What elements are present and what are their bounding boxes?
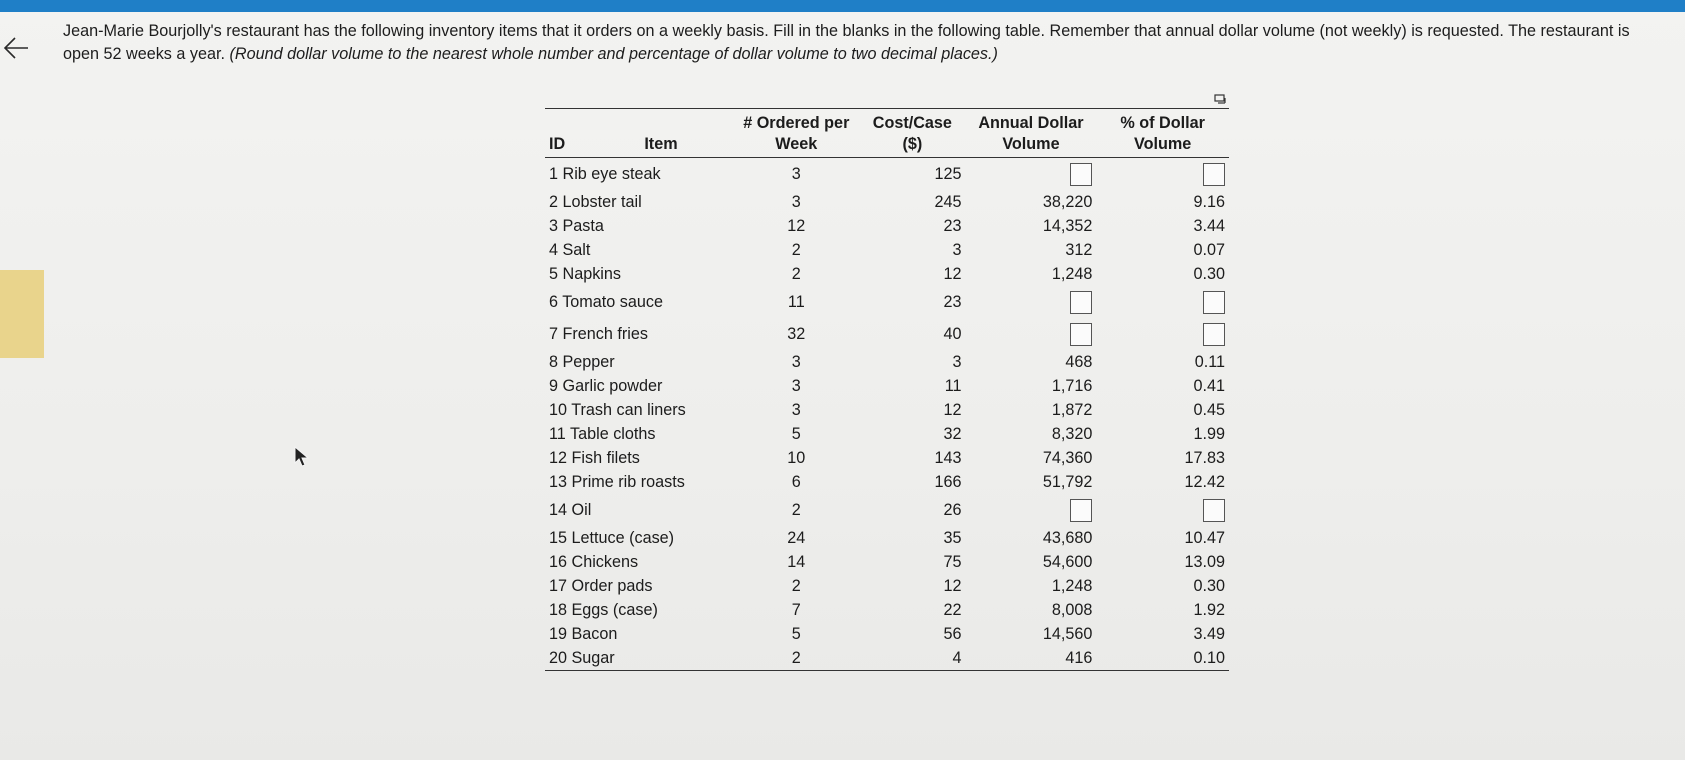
row-pct: 0.41 [1193, 377, 1225, 395]
row-cost: 4 [952, 649, 962, 667]
row-cost: 56 [943, 625, 962, 643]
row-pct: 0.45 [1193, 401, 1225, 419]
row-pct: 0.10 [1193, 649, 1225, 667]
annual-volume-input[interactable] [1070, 291, 1092, 314]
row-volume: 54,600 [1042, 553, 1093, 571]
annual-volume-input[interactable] [1070, 499, 1092, 522]
row-ordered: 32 [787, 325, 806, 343]
row-cost: 125 [934, 165, 962, 183]
header-cost-line2: ($) [902, 135, 923, 153]
row-item-label: 6 Tomato sauce [549, 293, 663, 311]
table-row [545, 646, 1229, 671]
row-item-label: 8 Pepper [549, 353, 615, 371]
row-item-label: 2 Lobster tail [549, 193, 642, 211]
header-ordered-line1: # Ordered per [743, 114, 850, 132]
row-cost: 143 [934, 449, 962, 467]
row-ordered: 2 [791, 501, 801, 519]
row-volume: 416 [1065, 649, 1093, 667]
row-cost: 32 [943, 425, 962, 443]
table-row [545, 422, 1229, 446]
table-row [545, 598, 1229, 622]
table-row [545, 318, 1229, 350]
table-row [545, 350, 1229, 374]
table-row [545, 574, 1229, 598]
row-ordered: 7 [791, 601, 801, 619]
row-cost: 12 [943, 265, 962, 283]
row-ordered: 5 [791, 625, 801, 643]
row-item-label: 11 Table cloths [549, 425, 656, 443]
row-item-label: 1 Rib eye steak [549, 165, 661, 183]
row-pct: 0.30 [1193, 265, 1225, 283]
header-item: Item [588, 109, 733, 158]
row-item-label: 5 Napkins [549, 265, 621, 283]
row-ordered: 2 [791, 649, 801, 667]
table-row [545, 374, 1229, 398]
row-volume-cell [966, 286, 1097, 318]
row-item-label: 4 Salt [549, 241, 591, 259]
annual-volume-input[interactable] [1070, 163, 1092, 186]
header-pct-line1: % of Dollar [1120, 114, 1205, 132]
row-cost: 23 [943, 217, 962, 235]
row-volume: 38,220 [1042, 193, 1093, 211]
row-item-label: 7 French fries [549, 325, 648, 343]
row-pct: 0.07 [1193, 241, 1225, 259]
table-row [545, 158, 1229, 191]
row-ordered: 2 [791, 241, 801, 259]
row-ordered: 3 [791, 193, 801, 211]
row-item-label: 9 Garlic powder [549, 377, 663, 395]
row-item-label: 20 Sugar [549, 649, 615, 667]
row-ordered: 3 [791, 165, 801, 183]
row-pct: 17.83 [1184, 449, 1225, 467]
table-row [545, 238, 1229, 262]
row-ordered: 3 [791, 377, 801, 395]
row-pct-cell [1096, 494, 1229, 526]
pct-volume-input[interactable] [1203, 291, 1225, 314]
header-ordered [733, 109, 859, 158]
row-pct: 3.49 [1193, 625, 1225, 643]
row-ordered: 2 [791, 577, 801, 595]
row-ordered: 11 [787, 293, 805, 311]
row-ordered: 12 [787, 217, 806, 235]
header-volume-line2: Volume [1002, 135, 1060, 153]
table-row [545, 526, 1229, 550]
mouse-pointer-icon [294, 446, 310, 468]
row-ordered: 6 [791, 473, 801, 491]
top-bar [0, 0, 1685, 12]
inventory-table [545, 108, 1229, 671]
row-cost: 26 [943, 501, 962, 519]
table-row [545, 550, 1229, 574]
row-pct-cell [1096, 286, 1229, 318]
expand-icon[interactable] [1214, 91, 1226, 101]
table-row [545, 470, 1229, 494]
table-row [545, 286, 1229, 318]
table-row [545, 214, 1229, 238]
row-cost: 12 [943, 577, 962, 595]
header-pct [1096, 109, 1229, 158]
table-row [545, 446, 1229, 470]
table-row [545, 622, 1229, 646]
row-ordered: 10 [787, 449, 806, 467]
row-ordered: 14 [787, 553, 806, 571]
row-item-label: 19 Bacon [549, 625, 618, 643]
row-pct: 13.09 [1184, 553, 1225, 571]
row-item-label: 17 Order pads [549, 577, 653, 595]
row-ordered: 3 [791, 401, 801, 419]
row-pct-cell [1096, 318, 1229, 350]
row-item-label: 14 Oil [549, 501, 592, 519]
annual-volume-input[interactable] [1070, 323, 1092, 346]
row-pct: 0.30 [1193, 577, 1225, 595]
side-highlight-tab [0, 270, 44, 358]
row-item-label: 3 Pasta [549, 217, 604, 235]
header-ordered-line2: Week [775, 135, 818, 153]
question-rounding-note: (Round dollar volume to the nearest whole number and percentage of dollar volume to two decimal places.) [229, 45, 998, 63]
row-cost: 75 [943, 553, 962, 571]
row-item-label: 13 Prime rib roasts [549, 473, 685, 491]
row-cost: 35 [943, 529, 962, 547]
row-volume: 312 [1065, 241, 1093, 259]
row-volume-cell [966, 158, 1097, 191]
row-item-label: 12 Fish filets [549, 449, 640, 467]
row-ordered: 3 [791, 353, 801, 371]
pct-volume-input[interactable] [1203, 323, 1225, 346]
row-cost: 245 [934, 193, 962, 211]
row-pct: 1.99 [1193, 425, 1225, 443]
row-pct: 3.44 [1193, 217, 1225, 235]
row-cost: 12 [943, 401, 962, 419]
row-volume: 468 [1065, 353, 1093, 371]
table-body [545, 158, 1229, 671]
row-cost: 11 [944, 377, 962, 395]
row-cost: 166 [934, 473, 962, 491]
row-volume-cell [966, 318, 1097, 350]
table-row [545, 262, 1229, 286]
row-volume: 8,320 [1051, 425, 1093, 443]
back-arrow-icon[interactable] [2, 34, 30, 62]
question-text [63, 20, 1663, 66]
row-volume: 51,792 [1042, 473, 1093, 491]
table-row [545, 494, 1229, 526]
pct-volume-input[interactable] [1203, 163, 1225, 186]
table-row [545, 398, 1229, 422]
header-id: ID [545, 109, 588, 158]
row-item-label: 16 Chickens [549, 553, 639, 571]
row-volume: 1,872 [1051, 401, 1093, 419]
table-row [545, 190, 1229, 214]
row-volume: 1,248 [1051, 265, 1093, 283]
row-cost: 40 [943, 325, 962, 343]
question-plain: Jean-Marie Bourjolly's restaurant has the following inventory items that it orders on a weekly basis. Fill in the blanks in the following table. Remember that annual dollar volume (not weekly) is requested. The restaurant is open 52 weeks a year. [63, 22, 1630, 63]
row-pct-cell [1096, 158, 1229, 191]
row-volume-cell [966, 494, 1097, 526]
row-volume: 1,716 [1051, 377, 1093, 395]
row-volume: 8,008 [1051, 601, 1093, 619]
row-volume: 14,352 [1042, 217, 1093, 235]
row-item-label: 10 Trash can liners [549, 401, 686, 419]
pct-volume-input[interactable] [1203, 499, 1225, 522]
row-cost: 23 [943, 293, 962, 311]
row-pct: 0.11 [1194, 353, 1225, 371]
row-pct: 12.42 [1184, 473, 1225, 491]
row-cost: 3 [952, 353, 962, 371]
header-cost-line1: Cost/Case [872, 114, 952, 132]
row-ordered: 24 [787, 529, 806, 547]
row-ordered: 2 [791, 265, 801, 283]
header-volume-line1: Annual Dollar [978, 114, 1084, 132]
header-pct-line2: Volume [1134, 135, 1192, 153]
row-pct: 10.47 [1184, 529, 1225, 547]
table-header-row [545, 109, 1229, 158]
row-pct: 9.16 [1193, 193, 1225, 211]
row-volume: 14,560 [1042, 625, 1093, 643]
row-pct: 1.92 [1193, 601, 1225, 619]
row-cost: 3 [952, 241, 962, 259]
header-volume [966, 109, 1097, 158]
row-item-label: 15 Lettuce (case) [549, 529, 675, 547]
row-ordered: 5 [791, 425, 801, 443]
header-cost [859, 109, 965, 158]
row-cost: 22 [943, 601, 962, 619]
row-item-label: 18 Eggs (case) [549, 601, 658, 619]
row-volume: 43,680 [1042, 529, 1093, 547]
row-volume: 1,248 [1051, 577, 1093, 595]
row-volume: 74,360 [1042, 449, 1093, 467]
